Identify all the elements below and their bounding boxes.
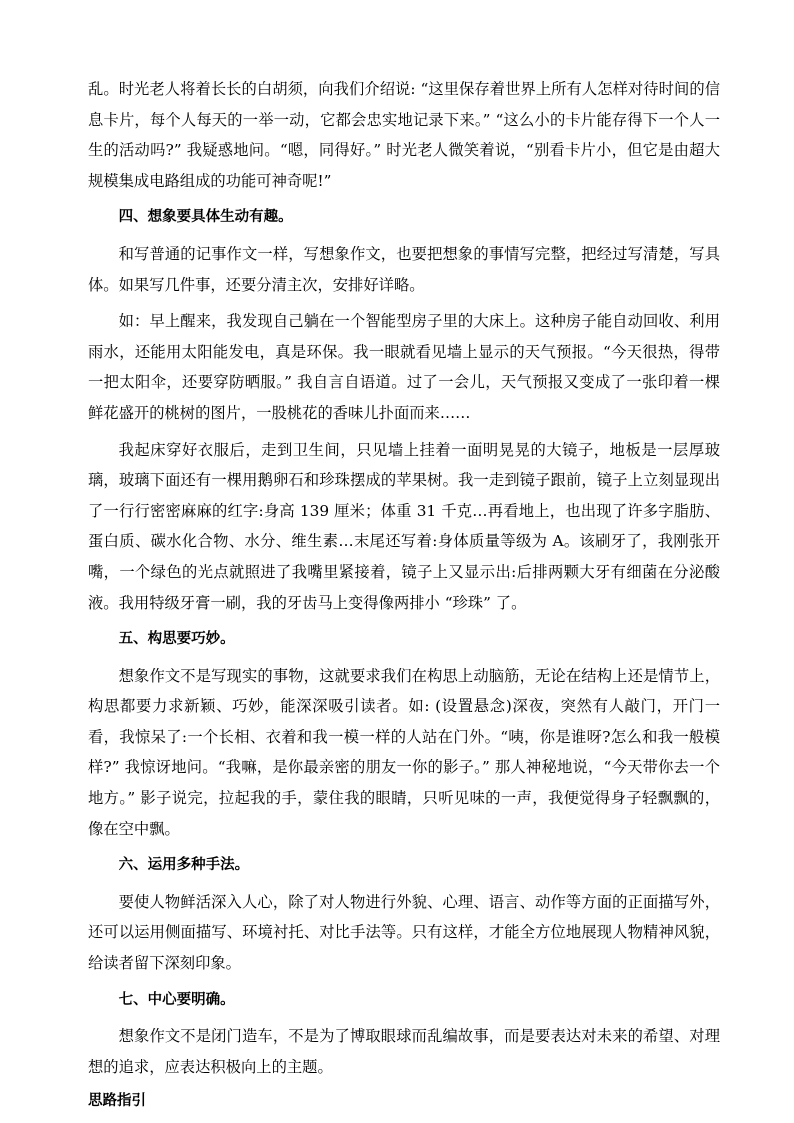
paragraph-continuation: 乱。时光老人将着长长的白胡须，向我们介绍说: “这里保存着世界上所有人怎样对待时间的信息卡片，每个人每天的一举一动，它都会忠实地记录下来。” “这么小的卡片能存得下一个人一生的活动吗?” 我疑惑地问。“嗯，同得好。” 时光老人微笑着说，“别看卡片小，但它是由超大规模集成电路组成的功能可神奇呢!” [88, 80, 720, 190]
paragraph-five: 想象作文不是写现实的事物，这就要求我们在构思上动脑筋，无论在结构上还是情节上，构思都要力求新颖、巧妙，能深深吸引读者。如: (设置悬念)深夜，突然有人敲门，开门一看，我惊呆了:一个长相、衣着和我一模一样的人站在门外。“咦，你是谁呀?怎么和我一般模样?” 我惊讶地问。“我嘛，是你最亲密的朋友一你的影子。” 那人神秘地说，“今天带你去一个地方。” 影子说完，拉起我的手，蒙住我的眼睛，只听见味的一声，我便觉得身子轻飘飘的，像在空中飘。 [88, 666, 720, 838]
paragraph-four-example-2: 我起床穿好衣服后，走到卫生间，只见墙上挂着一面明晃晃的大镜子，地板是一层厚玻璃，玻璃下面还有一棵用鹅卵石和珍珠摆成的苹果树。我一走到镜子跟前，镜子上立刻显现出了一行行密密麻麻的红字:身高 139 厘米；体重 31 千克…再看地上，也出现了许多字脂肪、蛋白质、碳水化合物、水分、维生素…末尾还写着:身体质量等级为 A。该刷牙了，我刚张开嘴，一个绿色的光点就照进了我嘴里紧接着，镜子上又显示出:后排两颗大牙有细菌在分泌酸液。我用特级牙膏一刷，我的牙齿马上变得像两排小 “珍珠” 了。 [88, 440, 720, 612]
heading-seven: 七、中心要明确。 [118, 990, 235, 1008]
heading-four: 四、想象要具体生动有趣。 [118, 208, 293, 226]
paragraph-four-example-1: 如：早上醒来，我发现自己躺在一个智能型房子里的大床上。这种房子能自动回收、利用雨水，还能用太阳能发电，真是环保。我一眼就看见墙上显示的天气预报。“今天很热，得带一把太阳伞，还要穿防晒服。” 我自言自语道。过了一会儿，天气预报又变成了一张印着一棵鲜花盛开的桃树的图片，一股桃花的香味儿扑面而来…… [88, 312, 720, 422]
paragraph-seven: 想象作文不是闭门造车，不是为了博取眼球而乱编故事，而是要表达对未来的希望、对理想的追求，应表达积极向上的主题。 [88, 1027, 720, 1076]
heading-five: 五、构思要巧妙。 [118, 630, 235, 648]
section-title-thinking-guide: 思路指引 [88, 1092, 146, 1110]
paragraph-four-intro: 和写普通的记事作文一样，写想象作文，也要把想象的事情写完整，把经过写清楚，写具体。如果写几件事，还要分清主次，安排好详略。 [88, 244, 720, 294]
heading-six: 六、运用多种手法。 [118, 856, 250, 874]
paragraph-six: 要使人物鲜活深入人心，除了对人物进行外貌、心理、语言、动作等方面的正面描写外，还可以运用侧面描写、环境衬托、对比手法等。只有这样，才能全方位地展现人物精神风貌，给读者留下深刻印象。 [88, 892, 720, 973]
document-body [88, 74, 720, 1117]
